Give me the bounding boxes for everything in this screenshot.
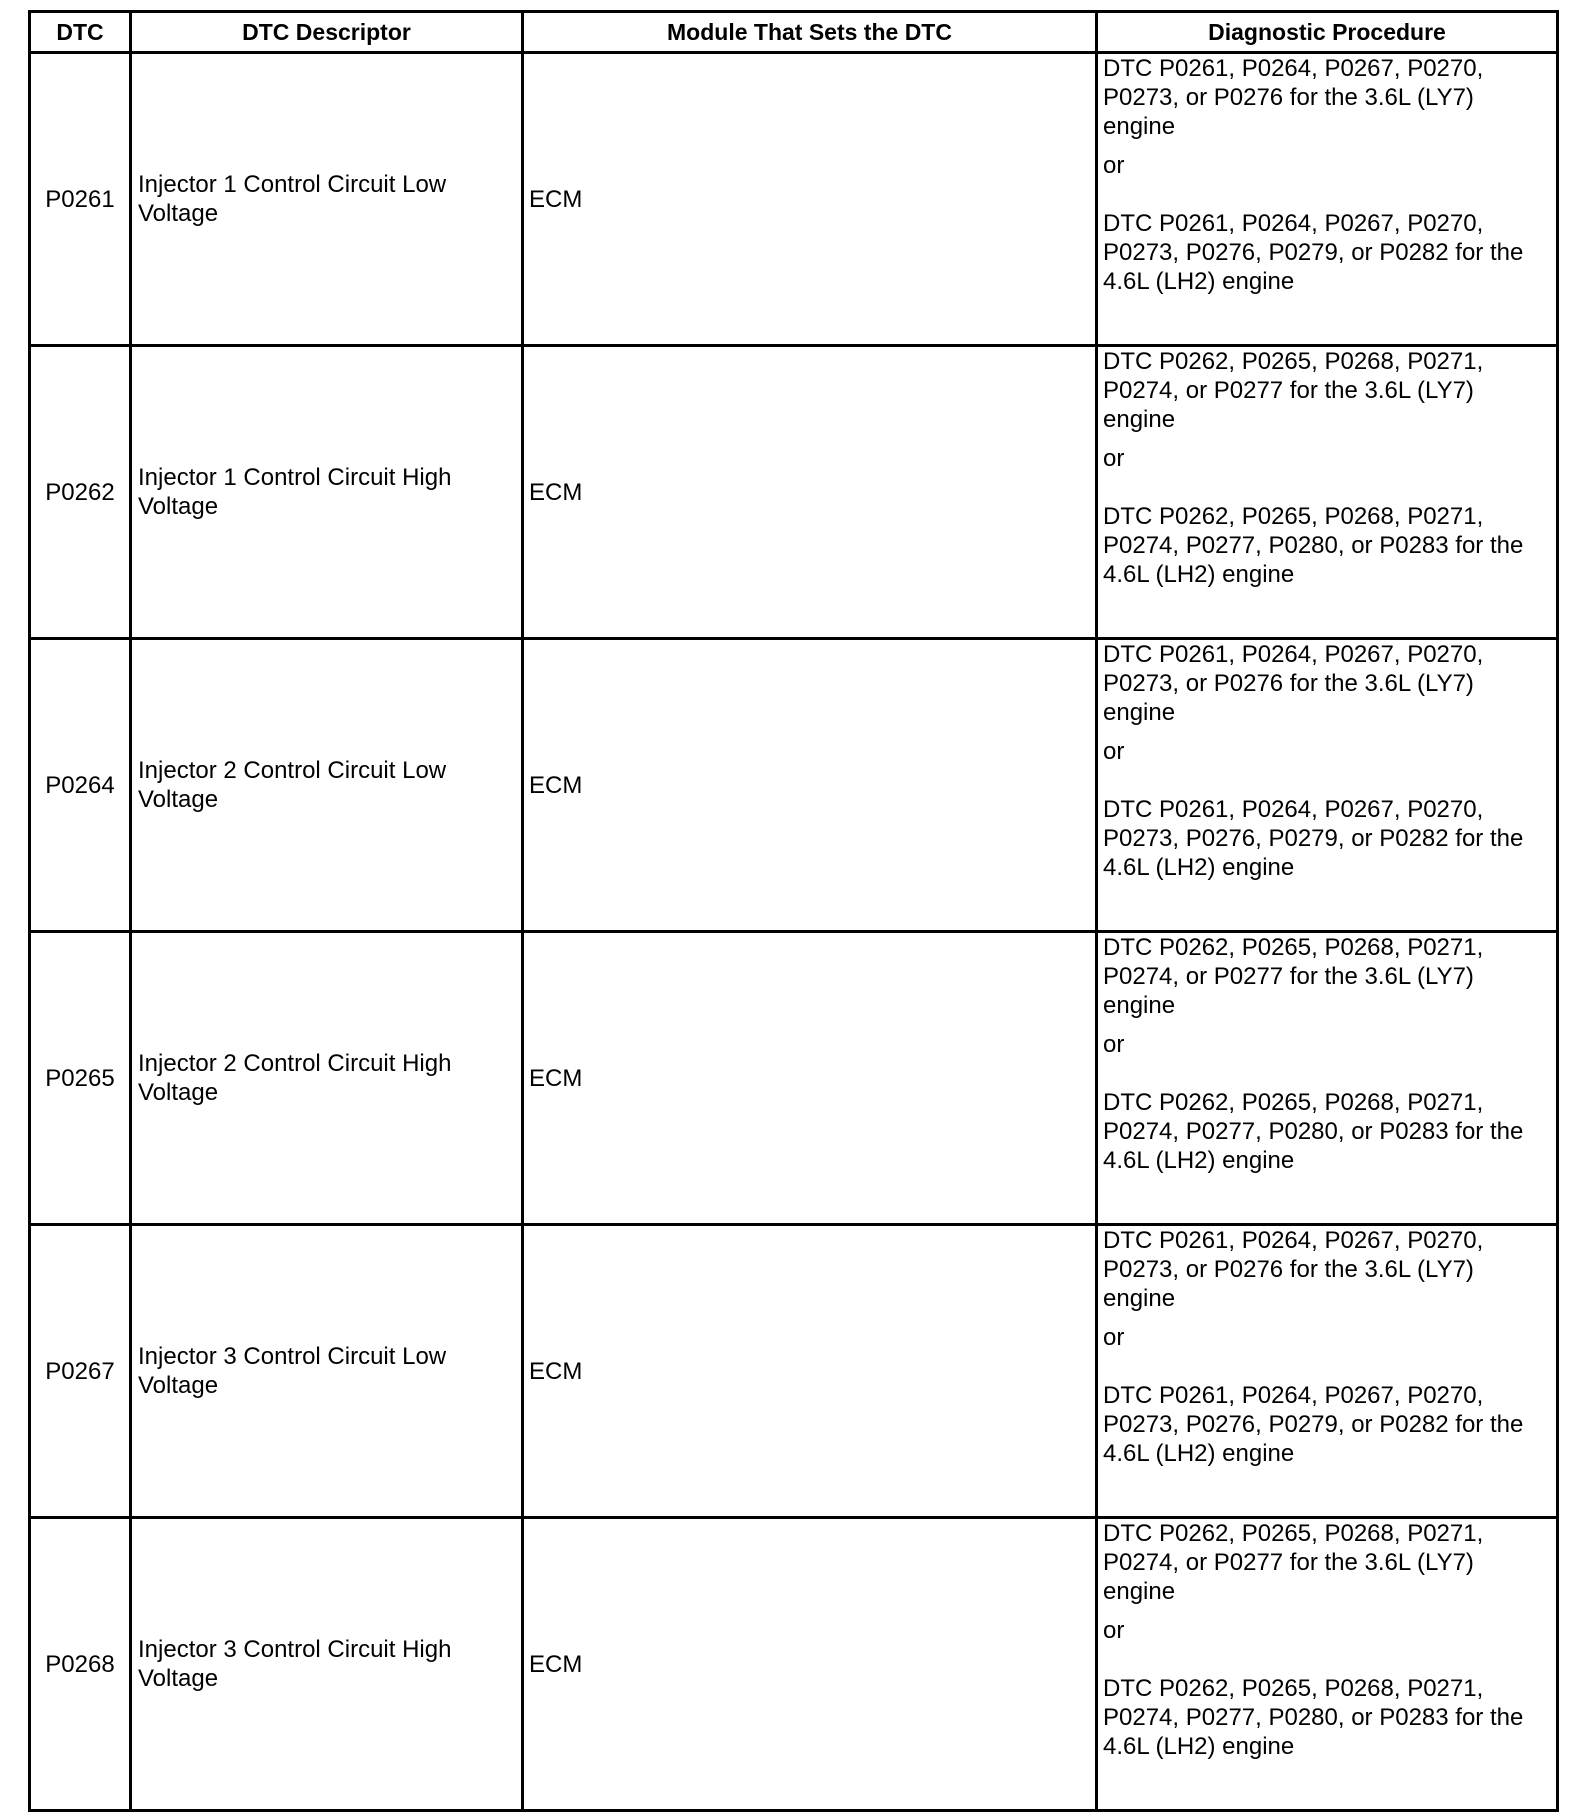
procedure-or: or: [1103, 1324, 1125, 1351]
diagnostic-procedure: [1097, 53, 1558, 346]
procedure-lh2: DTC P0261, P0264, P0267, P0270, P0273, P0276, P0279, or P0282 for the 4.6L (LH2) engine: [1103, 796, 1524, 881]
dtc-descriptor: Injector 2 Control Circuit Low Voltage: [131, 639, 523, 932]
procedure-lh2: DTC P0261, P0264, P0267, P0270, P0273, P0276, P0279, or P0282 for the 4.6L (LH2) engine: [1103, 1382, 1524, 1467]
table-row: [30, 1518, 1558, 1811]
dtc-descriptor: Injector 3 Control Circuit High Voltage: [131, 1518, 523, 1811]
module: ECM: [523, 639, 1097, 932]
table-row: [30, 639, 1558, 932]
module: ECM: [523, 53, 1097, 346]
table-row: [30, 1225, 1558, 1518]
dtc-descriptor: Injector 1 Control Circuit Low Voltage: [131, 53, 523, 346]
header-dtc: DTC: [30, 12, 131, 53]
dtc-code: P0262: [30, 346, 131, 639]
dtc-descriptor: Injector 2 Control Circuit High Voltage: [131, 932, 523, 1225]
procedure-or: or: [1103, 1617, 1125, 1644]
dtc-code: P0267: [30, 1225, 131, 1518]
header-descriptor: DTC Descriptor: [131, 12, 523, 53]
dtc-code: P0264: [30, 639, 131, 932]
header-module: Module That Sets the DTC: [523, 12, 1097, 53]
procedure-lh2: DTC P0262, P0265, P0268, P0271, P0274, P0277, P0280, or P0283 for the 4.6L (LH2) engine: [1103, 503, 1524, 588]
table-row: [30, 932, 1558, 1225]
dtc-descriptor: Injector 1 Control Circuit High Voltage: [131, 346, 523, 639]
dtc-table: [28, 10, 1559, 1812]
diagnostic-procedure: [1097, 1225, 1558, 1518]
procedure-ly7: DTC P0261, P0264, P0267, P0270, P0273, or P0276 for the 3.6L (LY7) engine: [1103, 55, 1484, 140]
procedure-ly7: DTC P0262, P0265, P0268, P0271, P0274, or P0277 for the 3.6L (LY7) engine: [1103, 934, 1484, 1019]
procedure-or: or: [1103, 738, 1125, 765]
dtc-code: P0265: [30, 932, 131, 1225]
procedure-lh2: DTC P0262, P0265, P0268, P0271, P0274, P0277, P0280, or P0283 for the 4.6L (LH2) engine: [1103, 1675, 1524, 1760]
procedure-ly7: DTC P0262, P0265, P0268, P0271, P0274, or P0277 for the 3.6L (LY7) engine: [1103, 1520, 1484, 1605]
dtc-code: P0268: [30, 1518, 131, 1811]
procedure-or: or: [1103, 445, 1125, 472]
procedure-or: or: [1103, 1031, 1125, 1058]
header-procedure: Diagnostic Procedure: [1097, 12, 1558, 53]
dtc-code: P0261: [30, 53, 131, 346]
module: ECM: [523, 932, 1097, 1225]
procedure-lh2: DTC P0261, P0264, P0267, P0270, P0273, P0276, P0279, or P0282 for the 4.6L (LH2) engine: [1103, 210, 1524, 295]
dtc-descriptor: Injector 3 Control Circuit Low Voltage: [131, 1225, 523, 1518]
header-row: [30, 12, 1558, 53]
diagnostic-procedure: [1097, 639, 1558, 932]
diagnostic-procedure: [1097, 932, 1558, 1225]
module: ECM: [523, 1518, 1097, 1811]
diagnostic-procedure: [1097, 346, 1558, 639]
module: ECM: [523, 346, 1097, 639]
procedure-ly7: DTC P0261, P0264, P0267, P0270, P0273, or P0276 for the 3.6L (LY7) engine: [1103, 641, 1484, 726]
procedure-or: or: [1103, 152, 1125, 179]
procedure-ly7: DTC P0261, P0264, P0267, P0270, P0273, or P0276 for the 3.6L (LY7) engine: [1103, 1227, 1484, 1312]
procedure-lh2: DTC P0262, P0265, P0268, P0271, P0274, P0277, P0280, or P0283 for the 4.6L (LH2) engine: [1103, 1089, 1524, 1174]
procedure-ly7: DTC P0262, P0265, P0268, P0271, P0274, or P0277 for the 3.6L (LY7) engine: [1103, 348, 1484, 433]
table-row: [30, 53, 1558, 346]
diagnostic-procedure: [1097, 1518, 1558, 1811]
module: ECM: [523, 1225, 1097, 1518]
table-row: [30, 346, 1558, 639]
